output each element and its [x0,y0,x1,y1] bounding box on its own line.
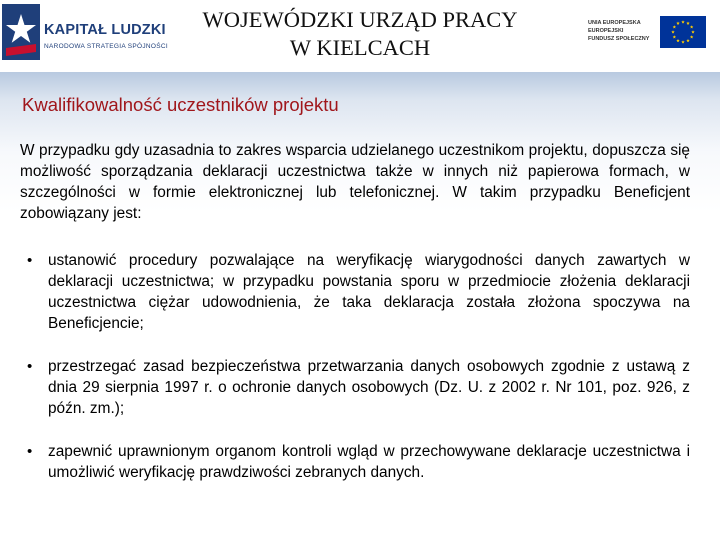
bullet-marker: • [27,252,33,269]
slide-header [0,0,720,72]
bullet-item [20,441,690,483]
office-title [150,6,570,62]
slide-title: Kwalifikowalność uczestników projektu [22,94,339,115]
eu-logo-text [588,19,654,43]
eu-logo-line2: EUROPEJSKI [588,28,624,34]
office-title-line2: W KIELCACH [289,35,431,60]
eu-logo-line3: FUNDUSZ SPOŁECZNY [588,36,650,42]
bullet-marker: • [27,443,33,460]
kapital-ludzki-name: KAPITAŁ LUDZKI [44,22,166,38]
bullet-text: przestrzegać zasad bezpieczeństwa przetwarzania danych osobowych zgodnie z ustawą z dnia 29 sierpnia 1997 r. o ochronie danych osobowych (Dz. U. z 2002 r. Nr 101, poz. 926, z późn. zm.); [48,358,690,417]
office-title-line1: WOJEWÓDZKI URZĄD PRACY [202,7,518,32]
intro-paragraph: W przypadku gdy uzasadnia to zakres wsparcia udzielanego uczestnikom projektu, dopuszcza się możliwość sporządzania deklaracji uczestnictwa także w innych niż papierowa formach, w szczególności w formie elektronicznej lub telefonicznej. W takim przypadku Beneficjent zobowiązany jest: [20,142,690,222]
bullet-text: zapewnić uprawnionym organom kontroli wgląd w przechowywane deklaracje uczestnictwa i umożliwić weryfikację prawdziwości zebranych danych. [48,443,690,481]
slide-content [0,72,720,540]
bullet-list [20,250,690,483]
eu-logo-line1: UNIA EUROPEJSKA [588,20,641,26]
eu-logo [588,16,706,52]
bullet-item [20,250,690,334]
eu-flag-icon [660,16,706,48]
kapital-ludzki-subtitle: NARODOWA STRATEGIA SPÓJNOŚCI [44,43,168,50]
kapital-ludzki-star-icon [2,4,40,60]
bullet-marker: • [27,358,33,375]
kapital-ludzki-logo [2,4,168,64]
bullet-item [20,356,690,419]
bullet-text: ustanowić procedury pozwalające na weryfikację wiarygodności danych zawartych w deklaracji uczestnictwa; w przypadku powstania sporu w przedmiocie złożenia deklaracji uczestnictwa ciężar udowodnienia, że taka deklaracja została złożona spoczywa na Beneficjencie; [48,252,690,332]
